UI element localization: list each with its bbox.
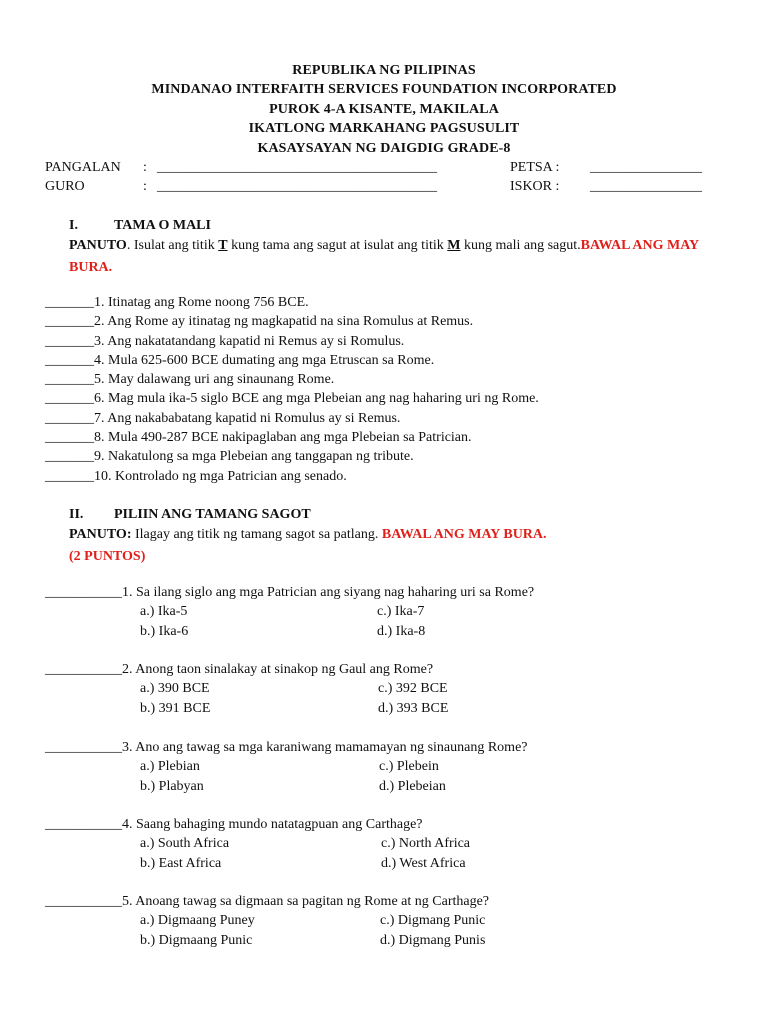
list-item: _______9. Nakatulong sa mga Plebeian ang tanggapan ng tribute. — [45, 449, 414, 465]
name-blank[interactable]: ________________________________________ — [157, 160, 437, 175]
teacher-colon: : — [143, 179, 147, 194]
score-label: ISKOR : — [510, 179, 560, 194]
choice-d: d.) Digmang Punis — [380, 932, 486, 948]
choice-c: c.) Digmang Punic — [380, 913, 486, 928]
question-1 — [45, 583, 735, 641]
points-label: (2 PUNTOS) — [69, 549, 146, 564]
letter-m: M — [447, 238, 461, 253]
choice-c: c.) Plebein — [379, 759, 439, 774]
choice-b: b.) 391 BCE — [140, 700, 211, 716]
section-2-instructions — [69, 524, 739, 568]
choice-d: d.) Plebeian — [379, 778, 446, 794]
list-item: _______10. Kontrolado ng mga Patrician ang senado. — [45, 468, 347, 484]
header-line-2: MINDANAO INTERFAITH SERVICES FOUNDATION INCORPORATED — [151, 82, 617, 98]
question-stem: ___________5. Anoang tawag sa digmaan sa pagitan ng Rome at ng Carthage? — [45, 894, 490, 909]
question-stem: ___________1. Sa ilang siglo ang mga Patrician ang siyang nag haharing uri sa Rome? — [45, 585, 535, 600]
list-item: _______7. Ang nakababatang kapatid ni Romulus ay si Remus. — [45, 410, 401, 426]
list-item: _______3. Ang nakatatandang kapatid ni Remus ay si Romulus. — [45, 333, 405, 349]
instr-1-part-a: . Isulat ang titik — [126, 238, 219, 253]
score-blank[interactable]: ________________ — [590, 179, 702, 194]
choice-a: a.) South Africa — [140, 836, 230, 851]
list-item: _______2. Ang Rome ay itinatag ng magkapatid na sina Romulus at Remus. — [45, 314, 474, 330]
question-2 — [45, 660, 735, 718]
question-stem: ___________4. Saang bahaging mundo natatagpuan ang Carthage? — [45, 817, 423, 832]
date-blank[interactable]: ________________ — [590, 160, 702, 175]
choice-c: c.) Ika-7 — [377, 604, 425, 619]
section-2-warning: BAWAL ANG MAY BURA. — [381, 527, 547, 542]
instr-1-part-c: kung mali ang sagut. — [460, 238, 581, 253]
choice-a: a.) 390 BCE — [140, 681, 210, 696]
choice-b: b.) East Africa — [140, 855, 222, 871]
choice-b: b.) Digmaang Punic — [140, 932, 253, 948]
teacher-blank[interactable]: ________________________________________ — [157, 179, 437, 194]
question-stem: ___________2. Anong taon sinalakay at sinakop ng Gaul ang Rome? — [45, 662, 434, 677]
choice-b: b.) Plabyan — [140, 778, 204, 794]
instr-1-part-b: kung tama ang sagut at isulat ang titik — [227, 238, 448, 253]
section-1-heading: TAMA O MALI — [114, 218, 211, 233]
instr-2-text: Ilagay ang titik ng tamang sagot sa patlang. — [131, 527, 382, 542]
question-5 — [45, 892, 735, 950]
header-line-4: IKATLONG MARKAHANG PAGSUSULIT — [248, 121, 520, 137]
choice-b: b.) Ika-6 — [140, 623, 189, 639]
choice-a: a.) Plebian — [140, 759, 200, 774]
choice-c: c.) North Africa — [381, 836, 471, 851]
section-1-number: I. — [69, 218, 78, 233]
name-label: PANGALAN — [45, 160, 121, 175]
section-2-number: II. — [69, 507, 84, 522]
header-line-1: REPUBLIKA NG PILIPINAS — [292, 63, 476, 78]
header-line-5: KASAYSAYAN NG DAIGDIG GRADE-8 — [257, 140, 511, 156]
question-stem: ___________3. Ano ang tawag sa mga karaniwang mamamayan ng sinaunang Rome? — [45, 740, 528, 755]
list-item: _______1. Itinatag ang Rome noong 756 BCE. — [45, 295, 309, 310]
section-1-instructions — [69, 235, 739, 279]
list-item: _______8. Mula 490-287 BCE nakipaglaban ang mga Plebeian sa Patrician. — [45, 430, 472, 446]
question-4 — [45, 815, 735, 873]
instr-2-label: PANUTO: — [69, 527, 132, 542]
choice-d: d.) Ika-8 — [377, 623, 426, 639]
list-item: _______4. Mula 625-600 BCE dumating ang mga Etruscan sa Rome. — [45, 352, 435, 368]
choice-d: d.) West Africa — [381, 855, 466, 871]
section-1-warning: BAWAL ANG MAY BURA. — [69, 238, 699, 275]
question-3 — [45, 738, 735, 796]
date-label: PETSA : — [510, 160, 560, 175]
list-item: _______5. May dalawang uri ang sinaunang Rome. — [45, 372, 335, 388]
name-colon: : — [143, 160, 147, 175]
true-false-list — [45, 293, 539, 486]
header-line-3: PUROK 4-A KISANTE, MAKILALA — [269, 101, 499, 117]
list-item: _______6. Mag mula ika-5 siglo BCE ang mga Plebeian ang nag haharing uri ng Rome. — [45, 391, 539, 407]
document-header — [0, 61, 768, 158]
letter-t: T — [218, 238, 228, 253]
choice-d: d.) 393 BCE — [378, 700, 449, 716]
instr-1-label: PANUTO — [69, 238, 127, 253]
teacher-label: GURO — [45, 179, 85, 194]
choice-a: a.) Ika-5 — [140, 604, 188, 619]
section-2-heading: PILIIN ANG TAMANG SAGOT — [114, 507, 311, 522]
choice-c: c.) 392 BCE — [378, 681, 448, 696]
choice-a: a.) Digmaang Puney — [140, 913, 255, 928]
